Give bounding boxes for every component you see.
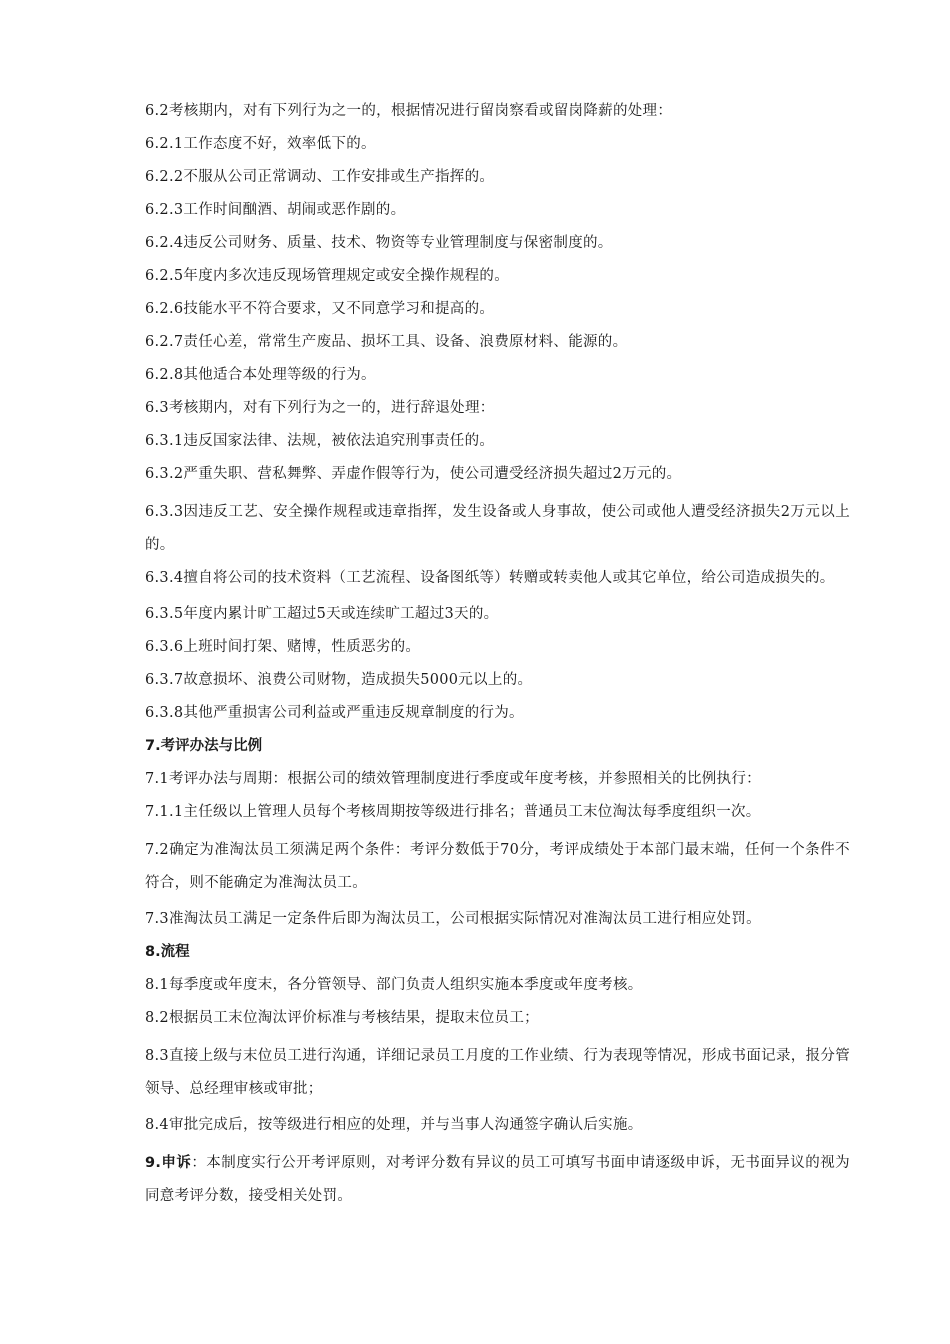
section-9-text: ：本制度实行公开考评原则，对考评分数有异议的员工可填写书面申请逐级申诉，无书面异议的视为同意考评分数，接受相关处罚。 <box>145 1155 850 1204</box>
clause-6-3-2: 6.3.2严重失职、营私舞弊、弄虚作假等行为，使公司遭受经济损失超过2万元的。 <box>145 466 682 482</box>
section-9-appeal <box>145 1147 850 1213</box>
clause-6-2-1: 6.2.1工作态度不好，效率低下的。 <box>145 136 376 152</box>
clause-6-2-3: 6.2.3工作时间酗酒、胡闹或恶作剧的。 <box>145 202 406 218</box>
clause-8-1: 8.1每季度或年度末，各分管领导、部门负责人组织实施本季度或年度考核。 <box>145 977 643 993</box>
clause-7-2: 7.2确定为准淘汰员工须满足两个条件：考评分数低于70分，考评成绩处于本部门最末端，任何一个条件不符合，则不能确定为准淘汰员工。 <box>145 842 850 891</box>
clause-8-3: 8.3直接上级与末位员工进行沟通，详细记录员工月度的工作业绩、行为表现等情况，形成书面记录，报分管领导、总经理审核或审批； <box>145 1048 850 1097</box>
clause-6-3-4: 6.3.4擅自将公司的技术资料（工艺流程、设备图纸等）转赠或转卖他人或其它单位，给公司造成损失的。 <box>145 570 835 586</box>
clause-8-4: 8.4审批完成后，按等级进行相应的处理，并与当事人沟通签字确认后实施。 <box>145 1117 643 1133</box>
section-9-heading: 9.申诉 <box>145 1155 192 1171</box>
clause-6-3-8: 6.3.8其他严重损害公司利益或严重违反规章制度的行为。 <box>145 705 524 721</box>
section-7-heading: 7.考评办法与比例 <box>145 738 263 754</box>
clause-6-2: 6.2考核期内，对有下列行为之一的，根据情况进行留岗察看或留岗降薪的处理： <box>145 103 673 119</box>
clause-6-3-7: 6.3.7故意损坏、浪费公司财物，造成损失5000元以上的。 <box>145 672 533 688</box>
document-body <box>145 100 850 1213</box>
clause-6-3-1: 6.3.1违反国家法律、法规，被依法追究刑事责任的。 <box>145 433 495 449</box>
clause-8-2: 8.2根据员工末位淘汰评价标准与考核结果，提取末位员工； <box>145 1010 539 1026</box>
clause-7-1-1: 7.1.1主任级以上管理人员每个考核周期按等级进行排名；普通员工末位淘汰每季度组织一次。 <box>145 804 761 820</box>
clause-6-3-5: 6.3.5年度内累计旷工超过5天或连续旷工超过3天的。 <box>145 606 499 622</box>
clause-6-2-7: 6.2.7责任心差，常常生产废品、损坏工具、设备、浪费原材料、能源的。 <box>145 334 628 350</box>
clause-6-2-8: 6.2.8其他适合本处理等级的行为。 <box>145 367 376 383</box>
clause-7-3: 7.3准淘汰员工满足一定条件后即为淘汰员工，公司根据实际情况对准淘汰员工进行相应处罚。 <box>145 911 761 927</box>
clause-7-1: 7.1考评办法与周期：根据公司的绩效管理制度进行季度或年度考核，并参照相关的比例执行： <box>145 771 761 787</box>
clause-6-3: 6.3考核期内，对有下列行为之一的，进行辞退处理： <box>145 400 495 416</box>
section-8-heading: 8.流程 <box>145 944 190 960</box>
clause-6-3-3: 6.3.3因违反工艺、安全操作规程或违章指挥，发生设备或人身事故，使公司或他人遭受经济损失2万元以上的。 <box>145 504 850 553</box>
clause-6-3-6: 6.3.6上班时间打架、赌博，性质恶劣的。 <box>145 639 421 655</box>
clause-6-2-6: 6.2.6技能水平不符合要求，又不同意学习和提高的。 <box>145 301 495 317</box>
clause-6-2-2: 6.2.2不服从公司正常调动、工作安排或生产指挥的。 <box>145 169 495 185</box>
clause-6-2-4: 6.2.4违反公司财务、质量、技术、物资等专业管理制度与保密制度的。 <box>145 235 613 251</box>
clause-6-2-5: 6.2.5年度内多次违反现场管理规定或安全操作规程的。 <box>145 268 509 284</box>
